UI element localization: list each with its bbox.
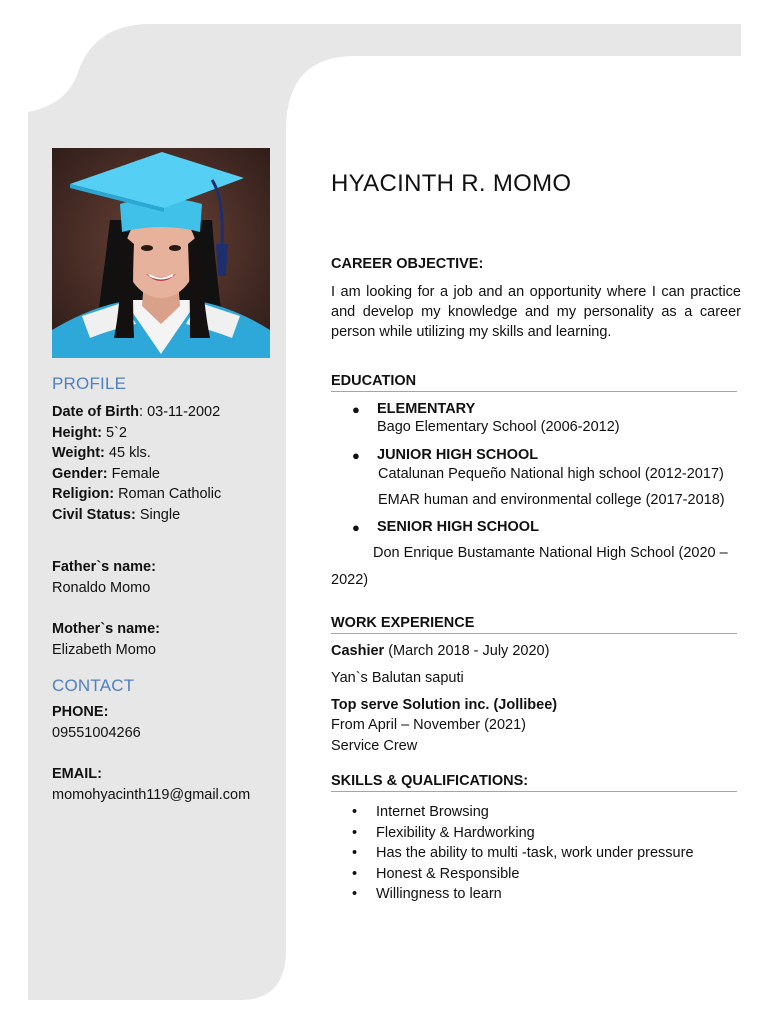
profile-item-dob: Date of Birth: 03-11-2002	[52, 404, 221, 420]
job2-title: Top serve Solution inc. (Jollibee)	[331, 697, 558, 713]
profile-item-weight: Weight: 45 kls.	[52, 445, 151, 461]
profile-item-religion: Religion: Roman Catholic	[52, 486, 222, 502]
profile-item-height: Height: 5`2	[52, 424, 127, 441]
senior-school-line1: Don Enrique Bustamante National High School (2020 –	[373, 545, 728, 561]
profile-item-civil-status: Civil Status: Single	[52, 506, 181, 523]
email-label: EMAIL:	[52, 766, 102, 782]
skills-heading: SKILLS & QUALIFICATIONS:	[331, 773, 737, 792]
phone-block	[52, 702, 280, 743]
page-title: HYACINTH R. MOMO	[331, 170, 572, 197]
bullet-icon: ●	[352, 520, 360, 535]
list-item: • Flexibility & Hardworking	[352, 823, 694, 844]
job1-line	[331, 643, 549, 659]
elementary-title: ELEMENTARY	[377, 401, 476, 417]
father-label: Father`s name:	[52, 559, 156, 575]
list-item: • Honest & Responsible	[352, 864, 694, 885]
job1-place: Yan`s Balutan saputi	[331, 670, 464, 686]
profile-item-gender: Gender: Female	[52, 465, 160, 482]
bullet-icon: ●	[352, 402, 360, 417]
objective-text: I am looking for a job and an opportunity where I can practice and develop my knowledge and my personality as a career person while utilizing my skills and learning.	[331, 284, 741, 340]
profile-list	[52, 402, 280, 525]
job2-dates: From April – November (2021)	[331, 717, 527, 733]
email-value[interactable]: momohyacinth119@gmail.com	[52, 786, 251, 803]
email-block	[52, 764, 280, 805]
senior-title: SENIOR HIGH SCHOOL	[377, 519, 539, 535]
job2-role: Service Crew	[331, 738, 418, 754]
senior-school-line2: 2022)	[331, 572, 369, 588]
mother-value: Elizabeth Momo	[52, 641, 156, 658]
phone-value: 09551004266	[52, 724, 141, 741]
profile-photo	[52, 148, 270, 358]
junior-school-2: EMAR human and environmental college (2017-2018)	[378, 492, 725, 508]
job1-dates: (March 2018 - July 2020)	[384, 643, 550, 659]
list-item: • Willingness to learn	[352, 884, 694, 905]
list-item: • Has the ability to multi -task, work under pressure	[352, 843, 694, 864]
education-heading: EDUCATION	[331, 373, 737, 392]
bullet-icon: ●	[352, 448, 360, 463]
father-value: Ronaldo Momo	[52, 579, 151, 596]
work-heading: WORK EXPERIENCE	[331, 615, 737, 634]
job1-title: Cashier	[331, 643, 385, 659]
junior-school-1: Catalunan Pequeño National high school (2012-2017)	[378, 466, 724, 482]
profile-heading: PROFILE	[52, 374, 127, 393]
father-block	[52, 557, 280, 598]
junior-title: JUNIOR HIGH SCHOOL	[377, 447, 539, 463]
skills-list	[352, 802, 694, 905]
contact-heading: CONTACT	[52, 676, 135, 695]
mother-label: Mother`s name:	[52, 621, 160, 637]
list-item: • Internet Browsing	[352, 802, 694, 823]
objective-heading: CAREER OBJECTIVE:	[331, 256, 484, 272]
elementary-school: Bago Elementary School (2006-2012)	[377, 419, 620, 435]
mother-block	[52, 619, 280, 660]
phone-label: PHONE:	[52, 704, 109, 720]
